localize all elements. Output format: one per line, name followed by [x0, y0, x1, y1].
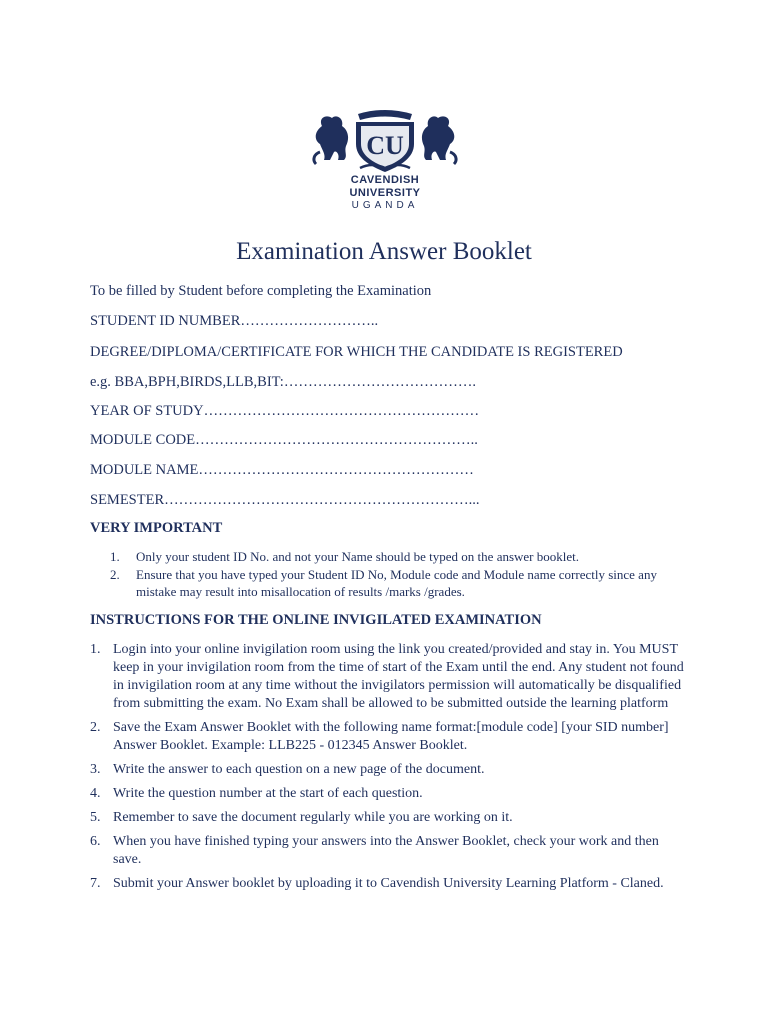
- page-title: Examination Answer Booklet: [236, 238, 532, 265]
- form-intro: To be filled by Student before completing the Examination: [90, 283, 432, 299]
- list-item: [90, 875, 690, 893]
- degree-label: DEGREE/DIPLOMA/CERTIFICATE FOR WHICH THE CANDIDATE IS REGISTERED: [90, 344, 623, 360]
- list-item-text: Ensure that you have typed your Student ID No, Module code and Module name correctly since any mistake may result into misallocation of results /marks /grades.: [136, 567, 657, 599]
- list-item: [90, 641, 690, 713]
- list-item: [110, 548, 700, 565]
- list-item-text: Save the Exam Answer Booklet with the following name format:[module code] [your SID number] Answer Booklet. Example: LLB225 - 012345 Answer Booklet.: [113, 720, 669, 753]
- logo-text-university: UNIVERSITY: [349, 187, 421, 199]
- list-item-text: Only your student ID No. and not your Name should be typed on the answer booklet.: [136, 549, 580, 564]
- list-item-number: 2.: [90, 720, 101, 735]
- year-of-study-field: YEAR OF STUDY…………………………………………………: [90, 403, 480, 419]
- list-item-number: 2.: [110, 567, 120, 582]
- semester-field: SEMESTER………………………………………………………...: [90, 492, 480, 508]
- list-item-number: 3.: [90, 762, 101, 777]
- list-item-number: 7.: [90, 876, 101, 891]
- list-item-text: Login into your online invigilation room using the link you created/provided and stay in. You MUST keep in your invigilation room from the time of start of the Exam until the end. Any student not found in invigilation room at any time without the invigilators permission will automatically be disqualified from submitting the exam. No Exam shall be allowed to be submitted outside the learning platform: [113, 642, 684, 711]
- list-item-text: Remember to save the document regularly while you are working on it.: [113, 810, 513, 825]
- instructions-list: [90, 641, 690, 899]
- list-item-number: 5.: [90, 810, 101, 825]
- instructions-heading: INSTRUCTIONS FOR THE ONLINE INVIGILATED EXAMINATION: [90, 612, 542, 628]
- list-item: [90, 809, 690, 827]
- student-id-field: STUDENT ID NUMBER………………………..: [90, 313, 379, 329]
- list-item: [110, 566, 700, 600]
- svg-text:CU: CU: [366, 131, 404, 160]
- degree-example-field: e.g. BBA,BPH,BIRDS,LLB,BIT:………………………………….: [90, 374, 476, 390]
- list-item-number: 1.: [110, 549, 120, 564]
- list-item-number: 6.: [90, 834, 101, 849]
- list-item: [90, 785, 690, 803]
- list-item: [90, 833, 690, 869]
- module-code-field: MODULE CODE…………………………………………………..: [90, 432, 478, 448]
- list-item: [90, 719, 690, 755]
- logo-text-uganda: UGANDA: [351, 200, 419, 211]
- logo-text-cavendish: CAVENDISH: [350, 174, 420, 186]
- list-item-text: When you have finished typing your answers into the Answer Booklet, check your work and then save.: [113, 834, 659, 867]
- crest-icon: [300, 108, 470, 174]
- list-item-text: Write the question number at the start of each question.: [113, 786, 423, 801]
- list-item-number: 4.: [90, 786, 101, 801]
- very-important-heading: VERY IMPORTANT: [90, 520, 223, 536]
- list-item-text: Write the answer to each question on a new page of the document.: [113, 762, 485, 777]
- list-item: [90, 761, 690, 779]
- list-item-number: 1.: [90, 642, 101, 657]
- very-important-list: [110, 548, 700, 601]
- list-item-text: Submit your Answer booklet by uploading it to Cavendish University Learning Platform - Claned.: [113, 876, 664, 891]
- module-name-field: MODULE NAME…………………………………………………: [90, 462, 474, 478]
